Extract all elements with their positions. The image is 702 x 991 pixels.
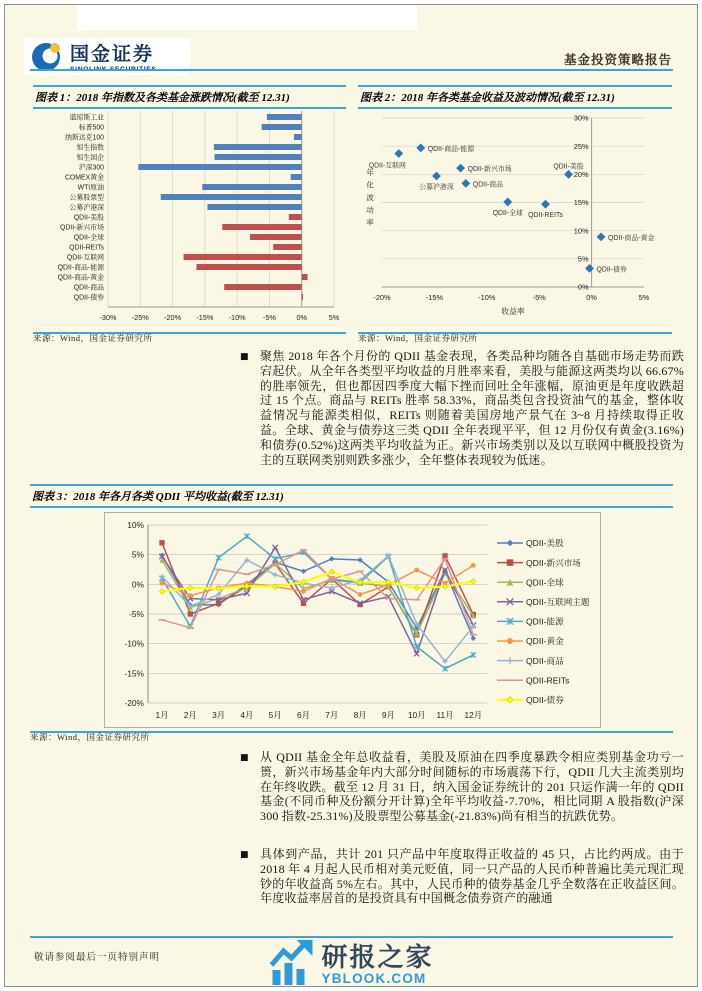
svg-text:QDII-商品-能源: QDII-商品-能源: [427, 145, 475, 153]
header-rule: [30, 69, 673, 71]
figure3-title: 图表 3：2018 年各月各类 QDII 平均收益(截至 12.31): [32, 491, 284, 503]
svg-text:QDII-新兴市场: QDII-新兴市场: [526, 557, 581, 568]
paragraph-1: [238, 349, 684, 467]
svg-text:标普500: 标普500: [78, 124, 104, 132]
svg-text:恒生指数: 恒生指数: [76, 144, 104, 152]
figure3-source: 来源：Wind，国金证券研究所: [30, 732, 150, 742]
svg-text:沪深300: 沪深300: [78, 164, 104, 172]
svg-text:QDII-互联网: QDII-互联网: [368, 162, 406, 170]
bullet-marker: ■: [240, 753, 249, 763]
svg-text:10月: 10月: [407, 710, 426, 720]
svg-text:5%: 5%: [328, 313, 340, 322]
svg-text:5%: 5%: [638, 293, 650, 302]
svg-text:公募沪港深: 公募沪港深: [419, 184, 454, 192]
sinolink-logo-icon: [30, 40, 64, 79]
svg-text:-15%: -15%: [425, 293, 444, 302]
figure3-title-rule: [30, 506, 673, 508]
svg-text:20%: 20%: [573, 169, 589, 179]
svg-text:QDII-债券: QDII-债券: [73, 294, 104, 302]
bullet-marker: ■: [240, 850, 249, 860]
svg-text:QDII-新兴市场: QDII-新兴市场: [59, 224, 104, 232]
svg-text:QDII-商品: QDII-商品: [472, 181, 504, 189]
svg-text:11月: 11月: [436, 710, 454, 720]
figure2-box: [358, 85, 672, 334]
svg-text:收益率: 收益率: [501, 307, 525, 316]
svg-text:-20%: -20%: [373, 293, 391, 302]
svg-text:8月: 8月: [353, 710, 367, 720]
brand-name-cn: 国金证券: [70, 44, 155, 66]
svg-text:-15%: -15%: [196, 313, 214, 322]
svg-text:WTI原油: WTI原油: [77, 184, 104, 192]
figure2-source: 来源：Wind，国金证券研究所: [358, 333, 478, 343]
svg-text:9月: 9月: [381, 710, 395, 720]
svg-text:10%: 10%: [127, 520, 144, 530]
svg-text:2月: 2月: [183, 710, 197, 720]
svg-text:-10%: -10%: [124, 638, 144, 649]
svg-text:10%: 10%: [573, 226, 589, 236]
svg-text:道琼斯工业: 道琼斯工业: [69, 114, 104, 122]
svg-text:QDII-互联网: QDII-互联网: [66, 254, 104, 262]
svg-text:QDII-商品: QDII-商品: [526, 655, 564, 666]
figure3-line-chart: [105, 513, 600, 727]
svg-text:QDII-美股: QDII-美股: [553, 163, 584, 171]
svg-text:QDII-REITs: QDII-REITs: [526, 675, 570, 686]
svg-text:0%: 0%: [131, 579, 144, 590]
svg-text:QDII-全球: QDII-全球: [73, 234, 104, 242]
svg-text:-20%: -20%: [124, 698, 144, 708]
svg-text:7月: 7月: [325, 710, 339, 720]
svg-text:30%: 30%: [573, 113, 589, 123]
svg-text:5%: 5%: [131, 549, 144, 560]
figure1-source: 来源：Wind，国金证券研究所: [33, 333, 153, 343]
svg-text:QDII-商品-黄金: QDII-商品-黄金: [57, 274, 104, 282]
svg-text:纳斯达克100: 纳斯达克100: [64, 134, 104, 142]
svg-text:QDII-互联网主题: QDII-互联网主题: [526, 597, 590, 607]
svg-text:1月: 1月: [155, 710, 169, 720]
svg-text:COMEX黄金: COMEX黄金: [64, 174, 104, 182]
yblook-chart-icon: [268, 938, 314, 991]
figure1-bar-chart: [33, 109, 342, 327]
svg-text:-20%: -20%: [164, 313, 182, 322]
svg-text:5月: 5月: [268, 710, 282, 720]
svg-text:5%: 5%: [577, 254, 589, 264]
figure3-plot-frame: [104, 512, 601, 728]
svg-text:25%: 25%: [573, 141, 589, 151]
svg-text:0%: 0%: [296, 313, 307, 322]
svg-text:-15%: -15%: [124, 668, 144, 679]
figure2-scatter-chart: [358, 109, 668, 327]
report-type-label: 基金投资策略报告: [563, 53, 672, 67]
svg-text:QDII-REITs: QDII-REITs: [69, 244, 104, 252]
yblook-watermark: [268, 938, 433, 991]
svg-text:公募沪港深: 公募沪港深: [69, 204, 104, 212]
svg-text:-5%: -5%: [262, 313, 276, 322]
paragraph-3: [238, 847, 684, 906]
svg-text:0%: 0%: [586, 293, 597, 302]
svg-text:6月: 6月: [296, 710, 311, 720]
paragraph-3-text: 具体到产品，共计 201 只产品中年度取得正收益的 45 只，占比约两成。由于 2018 年 4 月起人民币相对美元贬值，同一只产品的人民币种普遍比美元现汇现钞的年收益高 5%左右。其中，人民币种的债券基金几乎全数落在正收益区间。年度收益率居首的是投资具有中国概念债券资产的融通: [260, 847, 684, 906]
svg-text:QDII-商品-能源: QDII-商品-能源: [57, 264, 104, 272]
svg-text:QDII-美股: QDII-美股: [526, 538, 564, 549]
svg-text:QDII-债券: QDII-债券: [526, 695, 564, 705]
svg-text:-10%: -10%: [478, 293, 496, 302]
svg-text:年化波动率: 年化波动率: [366, 168, 374, 227]
svg-text:恒生国企: 恒生国企: [76, 154, 104, 162]
watermark-name-en: YBLOOK.COM: [321, 970, 427, 986]
white-patch: [77, 5, 417, 30]
figure1-title: 图表 1：2018 年指数及各类基金涨跌情况(截至 12.31): [35, 92, 290, 104]
svg-text:4月: 4月: [240, 710, 254, 720]
svg-text:-5%: -5%: [129, 609, 144, 619]
svg-text:QDII-新兴市场: QDII-新兴市场: [467, 166, 512, 174]
svg-text:QDII-全球: QDII-全球: [492, 209, 523, 217]
svg-text:15%: 15%: [573, 198, 589, 208]
svg-text:QDII-债券: QDII-债券: [596, 266, 627, 274]
svg-text:-25%: -25%: [131, 313, 149, 322]
paragraph-2: [238, 750, 684, 824]
svg-text:12月: 12月: [464, 710, 483, 720]
figure1-box: [33, 85, 346, 334]
paragraph-1-text: 聚焦 2018 年各个月份的 QDII 基金表现，各类品种均随各自基础市场走势而跌宕起伏。从全年各类型平均收益的月胜率来看，美股与能源这两类均以 66.67%的胜率领先，但也都因四季度大幅下挫而回吐全年涨幅，原油更是年度收跌超过 15 个点。商品与 REITs 胜率 58.33%，商品类包含投资油气的基金，整体收益情况与能源类相似，REITs 则随着美国房地产景气在 3~8 月持续取得正收益。全球、黄金与债券这三类 QDII 全年表现平平，但 12 月份仅有黄金(3.16%)和债券(0.52%)这两类平均收益为正。新兴市场类别以及以互联网中概股投资为主的互联网类别则跌多涨少，全年整体表现较为低迷。: [260, 349, 684, 467]
svg-text:QDII-能源: QDII-能源: [526, 616, 564, 627]
watermark-name-cn: 研报之家: [321, 941, 434, 972]
svg-text:3月: 3月: [212, 710, 226, 720]
sinolink-logo: [30, 40, 157, 79]
svg-text:-10%: -10%: [228, 313, 246, 322]
svg-text:0%: 0%: [577, 282, 589, 292]
bullet-marker: ■: [240, 352, 249, 362]
svg-text:QDII-美股: QDII-美股: [73, 214, 104, 222]
paragraph-2-text: 从 QDII 基金全年总收益看，美股及原油在四季度暴跌令相应类别基金功亏一篑，新兴市场基金年内大部分时间随标的市场震荡下行，QDII 几大主流类别均在年终收跌。截至 12 月 31 日，纳入国金证券统计的 201 只运作满一年的 QDII 基金(不同币种及份额分开计算)全年平均收益-7.70%，相比同期 A 股指数(沪深 300 指数-25.31%)及股票型公募基金(-21.83%)尚有相当的抗跌优势。: [260, 750, 684, 824]
svg-text:-5%: -5%: [532, 293, 546, 302]
svg-text:公募股票型: 公募股票型: [69, 194, 104, 202]
footer-disclaimer: 敬请参阅最后一页特别声明: [34, 953, 161, 963]
svg-text:QDII-REITs: QDII-REITs: [528, 212, 563, 220]
svg-text:QDII-黄金: QDII-黄金: [526, 636, 564, 647]
svg-text:QDII-商品: QDII-商品: [73, 284, 104, 292]
svg-text:QDII-商品-黄金: QDII-商品-黄金: [608, 234, 655, 242]
figure2-title: 图表 2：2018 年各类基金收益及波动情况(截至 12.31): [360, 92, 615, 104]
figure3-box: [30, 484, 673, 733]
svg-text:QDII-全球: QDII-全球: [526, 577, 564, 588]
svg-text:-30%: -30%: [99, 313, 117, 322]
